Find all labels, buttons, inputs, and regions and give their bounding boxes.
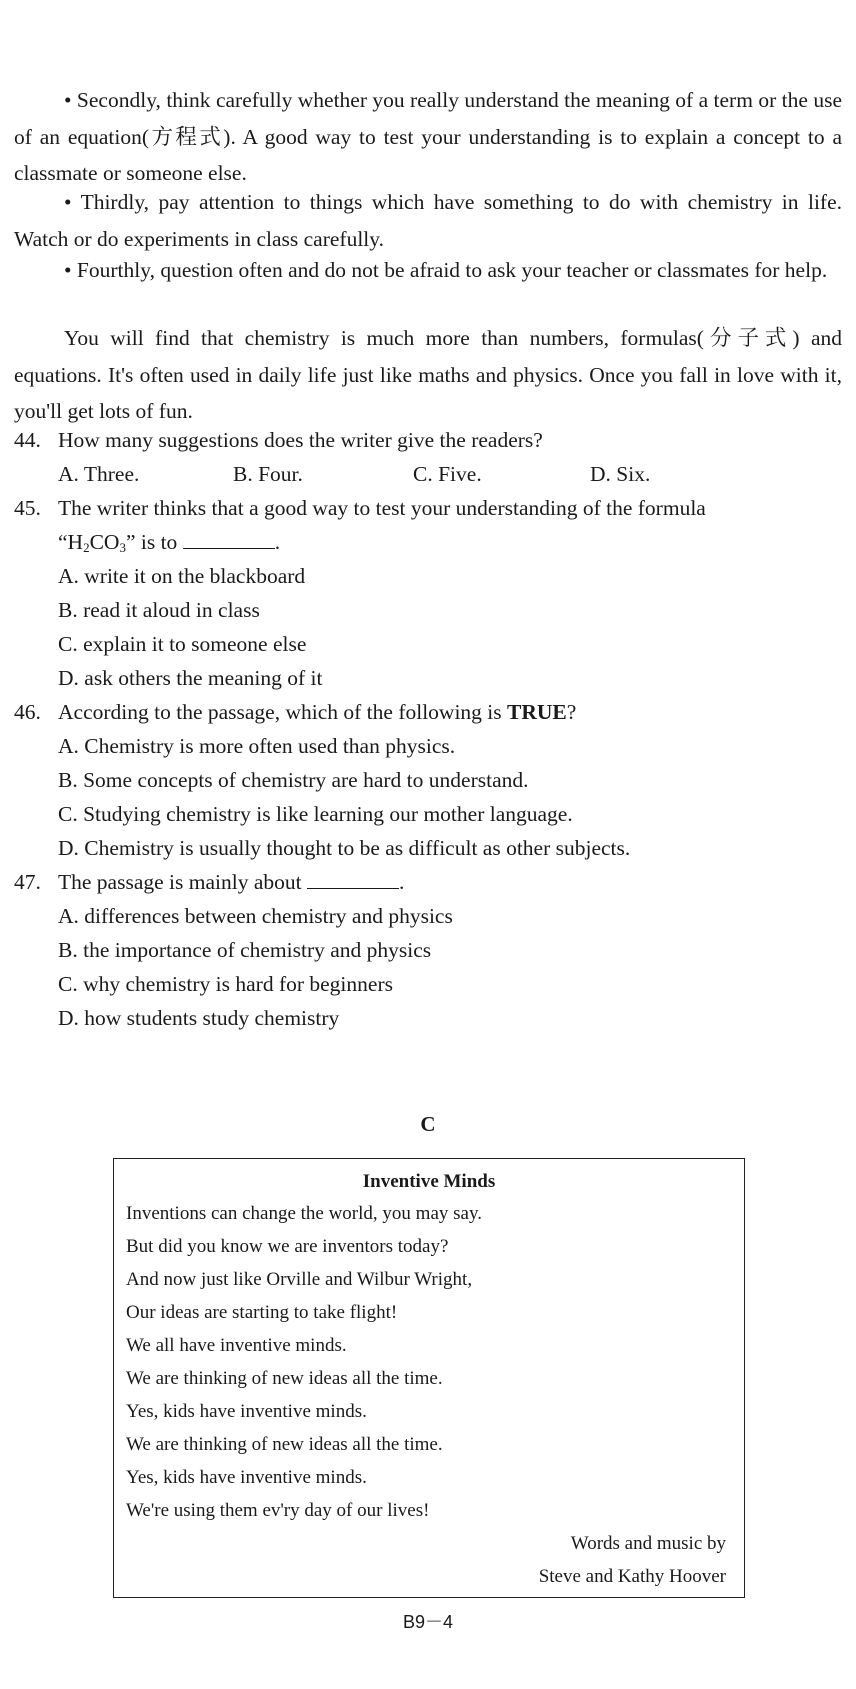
answer-blank[interactable]: [183, 530, 275, 549]
poem-credit-line-2: Steve and Kathy Hoover: [538, 1566, 726, 1587]
q44-option-b[interactable]: B. Four.: [233, 462, 303, 486]
q46-option-c[interactable]: C. Studying chemistry is like learning our mother language.: [58, 802, 573, 826]
q44-option-a[interactable]: A. Three.: [58, 462, 140, 486]
poem-line: We all have inventive minds.: [126, 1335, 347, 1356]
q45-option-c[interactable]: C. explain it to someone else: [58, 632, 307, 656]
paragraph-secondly: • Secondly, think carefully whether you really understand the meaning of a term or the use of an equation(方程式). A good way to test your understanding is to explain a concept to a classmate or someone else.: [14, 88, 842, 186]
q47-option-d[interactable]: D. how students study chemistry: [58, 1006, 340, 1030]
poem-credit-line-1: Words and music by: [570, 1533, 726, 1554]
q44-options: [58, 456, 818, 492]
q47-option-a[interactable]: A. differences between chemistry and physics: [58, 904, 453, 928]
q46-option-a[interactable]: A. Chemistry is more often used than physics.: [58, 734, 456, 758]
poem-box: [113, 1158, 745, 1598]
q45-stem-continuation: “$H_2CO_3$” is to .: [58, 530, 281, 555]
poem-line: We are thinking of new ideas all the time.: [126, 1434, 443, 1455]
page-number: B9－4: [402, 1612, 454, 1632]
question-number: 44.: [14, 428, 41, 452]
q47-option-c[interactable]: C. why chemistry is hard for beginners: [58, 972, 393, 996]
poem-title: Inventive Minds: [362, 1171, 496, 1192]
q45-option-d[interactable]: D. ask others the meaning of it: [58, 666, 323, 690]
poem-line: Yes, kids have inventive minds.: [126, 1467, 367, 1488]
question-44: [14, 422, 844, 459]
paragraph-fourthly: • Fourthly, question often and do not be afraid to ask your teacher or classmates for help.: [64, 258, 828, 282]
answer-blank[interactable]: [307, 870, 399, 889]
poem-line: Yes, kids have inventive minds.: [126, 1401, 367, 1422]
q45-option-a[interactable]: A. write it on the blackboard: [58, 564, 306, 588]
emphasis-true: TRUE: [507, 700, 567, 724]
question-47: 47. The passage is mainly about .: [14, 864, 844, 901]
q46-option-b[interactable]: B. Some concepts of chemistry are hard to understand.: [58, 768, 529, 792]
question-45: [14, 490, 844, 527]
q44-option-c[interactable]: C. Five.: [413, 462, 482, 486]
question-stem: The writer thinks that a good way to test your understanding of the formula: [58, 496, 706, 520]
poem-line: And now just like Orville and Wilbur Wright,: [126, 1269, 473, 1290]
question-stem: According to the passage, which of the following is: [58, 700, 502, 724]
question-46: 46. According to the passage, which of the following is TRUE?: [14, 694, 844, 731]
paragraph-thirdly: • Thirdly, pay attention to things which have something to do with chemistry in life. Watch or do experiments in class carefully.: [14, 190, 842, 251]
question-stem: The passage is mainly about: [58, 870, 302, 894]
q45-option-b[interactable]: B. read it aloud in class: [58, 598, 260, 622]
poem-line: We are thinking of new ideas all the time.: [126, 1368, 443, 1389]
poem-line: But did you know we are inventors today?: [126, 1236, 449, 1257]
poem-line: Our ideas are starting to take flight!: [126, 1302, 398, 1323]
question-number: 46.: [14, 700, 41, 724]
section-letter-c: C: [420, 1112, 436, 1136]
paragraph-conclusion: You will find that chemistry is much more than numbers, formulas(分子式) and equations. It's often used in daily life just like maths and physics. Once you fall in love with it, you'll get lots of fun.: [14, 326, 842, 424]
question-number: 45.: [14, 496, 41, 520]
question-stem: How many suggestions does the writer give the readers?: [58, 428, 543, 452]
q47-option-b[interactable]: B. the importance of chemistry and physics: [58, 938, 432, 962]
poem-line: Inventions can change the world, you may say.: [126, 1203, 482, 1224]
q46-option-d[interactable]: D. Chemistry is usually thought to be as difficult as other subjects.: [58, 836, 631, 860]
poem-line: We're using them ev'ry day of our lives!: [126, 1500, 430, 1521]
question-number: 47.: [14, 870, 41, 894]
q44-option-d[interactable]: D. Six.: [590, 462, 651, 486]
